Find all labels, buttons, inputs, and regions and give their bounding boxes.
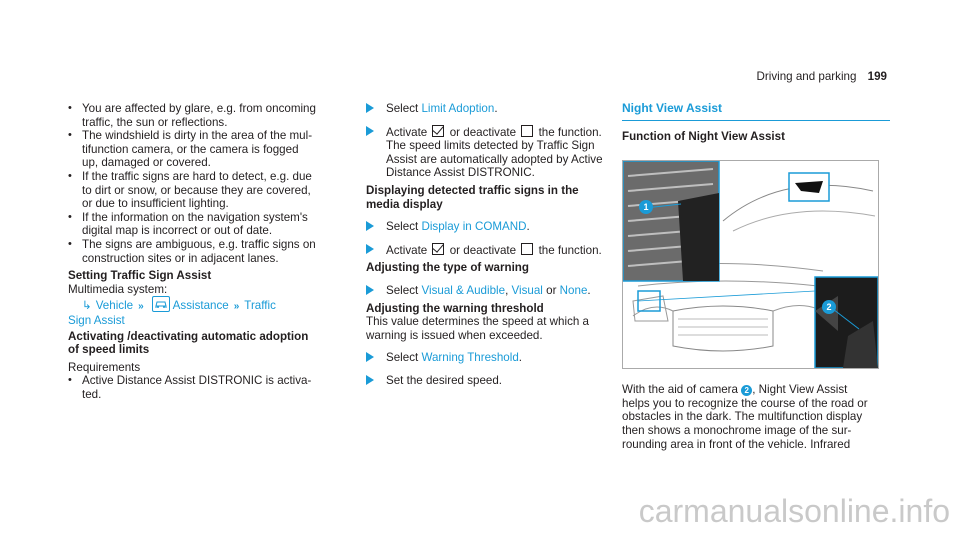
display-heading-1: Displaying detected traffic signs in the <box>366 183 579 197</box>
section-title: Driving and parking <box>756 70 857 83</box>
path-separator-icon: » <box>233 301 240 313</box>
step-arrow-icon <box>366 244 374 254</box>
unchecked-checkbox-icon <box>521 243 533 255</box>
path-sign-assist[interactable]: Sign Assist <box>68 313 125 327</box>
step-activate-1: Activate or deactivate the function. The speed limits detected by Traffic Sign Assist are automatically adopted by Active Distance Assist DISTRONIC. <box>366 125 626 180</box>
watermark: carmanualsonline.info <box>638 493 950 529</box>
visual-audible-option[interactable]: Visual & Audible <box>421 283 506 297</box>
path-separator-icon: » <box>138 301 144 313</box>
threshold-heading: Adjusting the warning threshold <box>366 301 544 315</box>
step-select-threshold: Select Warning Threshold. <box>366 351 626 365</box>
step-arrow-icon <box>366 126 374 136</box>
checked-checkbox-icon <box>432 125 444 137</box>
night-view-title: Night View Assist <box>622 101 723 115</box>
activating-heading-2: of speed limits <box>68 343 150 357</box>
step-arrow-icon <box>366 285 374 295</box>
step-set-speed: Set the desired speed. <box>366 374 626 388</box>
bullet-item: • You are affected by glare, e.g. from oncoming traffic, the sun or reflections. <box>68 102 353 129</box>
bullet-item: • If the traffic signs are hard to detect, e.g. due to dirt or snow, or because they are covered, or due to insufficient lighting. <box>68 170 353 211</box>
setting-heading: Setting Traffic Sign Assist <box>68 269 212 283</box>
step-select-limit-adoption: Select Limit Adoption. <box>366 102 626 116</box>
left-column <box>68 102 353 401</box>
checked-checkbox-icon <box>432 243 444 255</box>
requirement-bullet: • Active Distance Assist DISTRONIC is activa- ted. <box>68 374 353 401</box>
multimedia-label: Multimedia system: <box>68 282 168 296</box>
car-assist-icon <box>152 296 170 312</box>
night-view-body: With the aid of camera 2 , Night View Assist helps you to recognize the course of the road or obstacles in the dark. The multifunction display then shows a monochrome image of the sur- rounding area in front of the vehicle. Infrared <box>622 383 868 451</box>
warning-type-heading: Adjusting the type of warning <box>366 261 529 275</box>
threshold-text-1: This value determines the speed at which a <box>366 315 589 329</box>
menu-path <box>68 296 353 314</box>
callout-1-marker: 1 <box>639 200 653 214</box>
callout-2-marker: 2 <box>822 300 836 314</box>
step-arrow-icon <box>366 352 374 362</box>
step-activate-2: Activate or deactivate the function. <box>366 243 626 258</box>
bullet-item: • The signs are ambiguous, e.g. traffic signs on construction sites or in adjacent lanes. <box>68 238 353 265</box>
car-illustration <box>623 161 878 368</box>
middle-column <box>366 102 626 388</box>
title-rule <box>622 120 890 121</box>
function-subtitle: Function of Night View Assist <box>622 129 785 143</box>
bullet-list <box>68 102 353 265</box>
path-traffic[interactable]: Traffic <box>244 299 276 313</box>
page-header <box>757 70 887 84</box>
camera-2-callout-icon: 2 <box>741 385 752 396</box>
page-number: 199 <box>867 70 887 83</box>
path-arrow-icon: ↳ <box>82 299 92 313</box>
step-select-warning-type: Select Visual & Audible, Visual or None. <box>366 284 626 298</box>
night-view-illustration <box>622 160 879 369</box>
display-heading-2: media display <box>366 197 443 211</box>
limit-adoption-option[interactable]: Limit Adoption <box>421 102 495 115</box>
warning-threshold-option[interactable]: Warning Threshold <box>421 351 519 365</box>
right-column <box>622 102 892 451</box>
path-vehicle[interactable]: Vehicle <box>95 299 134 313</box>
bullet-item: • The windshield is dirty in the area of the mul- tifunction camera, or the camera is fogged up, damaged or covered. <box>68 129 353 170</box>
none-option[interactable]: None <box>559 283 588 297</box>
path-assistance[interactable]: Assistance <box>172 299 229 313</box>
step-arrow-icon <box>366 221 374 231</box>
step-select-display: Select Display in COMAND. <box>366 220 626 234</box>
activating-heading-1: Activating /deactivating automatic adoption <box>68 329 309 343</box>
unchecked-checkbox-icon <box>521 125 533 137</box>
bullet-item: • If the information on the navigation system's digital map is incorrect or out of date. <box>68 211 353 238</box>
threshold-text-2: warning is issued when exceeded. <box>366 328 543 342</box>
step-arrow-icon <box>366 375 374 385</box>
display-in-comand-option[interactable]: Display in COMAND <box>421 220 527 234</box>
visual-option[interactable]: Visual <box>511 283 543 297</box>
step-arrow-icon <box>366 103 374 113</box>
requirements-label: Requirements <box>68 360 141 374</box>
